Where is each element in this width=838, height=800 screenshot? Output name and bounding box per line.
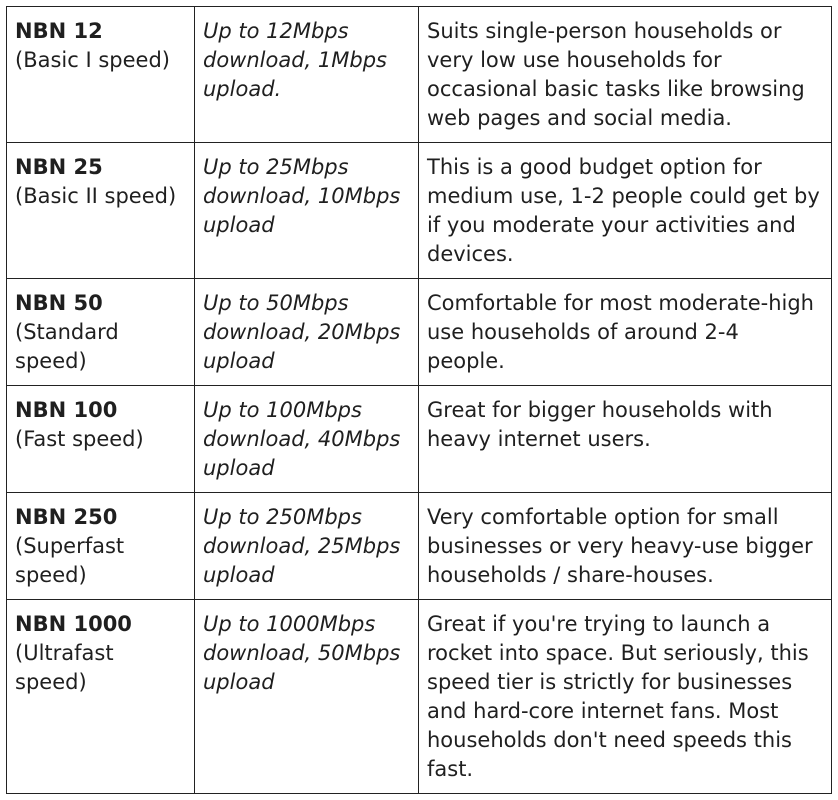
plan-cell <box>7 600 195 794</box>
table-row <box>7 600 832 794</box>
description-cell: This is a good budget option for medium use, 1-2 people could get by if you moderate your activities and devices. <box>419 143 832 279</box>
plan-tier: (Standard speed) <box>15 320 119 373</box>
plan-name: NBN 50 <box>15 291 103 315</box>
plan-name: NBN 25 <box>15 155 103 179</box>
description-cell: Great if you're trying to launch a rocket into space. But seriously, this speed tier is strictly for businesses and hard-core internet fans. Most households don't need speeds this fast. <box>419 600 832 794</box>
speed-cell: Up to 100Mbps download, 40Mbps upload <box>195 386 419 493</box>
plan-tier: (Ultrafast speed) <box>15 641 114 694</box>
speed-cell: Up to 50Mbps download, 20Mbps upload <box>195 279 419 386</box>
table-row <box>7 7 832 143</box>
plan-name: NBN 100 <box>15 398 118 422</box>
description-cell: Great for bigger households with heavy internet users. <box>419 386 832 493</box>
description-cell: Suits single-person households or very low use households for occasional basic tasks like browsing web pages and social media. <box>419 7 832 143</box>
description-cell: Comfortable for most moderate-high use households of around 2-4 people. <box>419 279 832 386</box>
plan-name: NBN 250 <box>15 505 118 529</box>
speed-cell: Up to 25Mbps download, 10Mbps upload <box>195 143 419 279</box>
plan-tier: (Superfast speed) <box>15 534 125 587</box>
plan-cell <box>7 143 195 279</box>
speed-cell: Up to 12Mbps download, 1Mbps upload. <box>195 7 419 143</box>
speed-cell: Up to 1000Mbps download, 50Mbps upload <box>195 600 419 794</box>
plan-cell <box>7 493 195 600</box>
description-cell: Very comfortable option for small businesses or very heavy-use bigger households / share-houses. <box>419 493 832 600</box>
plan-cell <box>7 7 195 143</box>
plan-tier: (Fast speed) <box>15 427 144 451</box>
table-row <box>7 143 832 279</box>
plan-cell <box>7 386 195 493</box>
plan-tier: (Basic II speed) <box>15 184 177 208</box>
table-row <box>7 279 832 386</box>
plan-name: NBN 1000 <box>15 612 132 636</box>
plan-cell <box>7 279 195 386</box>
table-row <box>7 386 832 493</box>
table-row <box>7 493 832 600</box>
plan-tier: (Basic I speed) <box>15 48 170 72</box>
nbn-speed-tiers-table <box>6 6 832 794</box>
plan-name: NBN 12 <box>15 19 103 43</box>
speed-cell: Up to 250Mbps download, 25Mbps upload <box>195 493 419 600</box>
